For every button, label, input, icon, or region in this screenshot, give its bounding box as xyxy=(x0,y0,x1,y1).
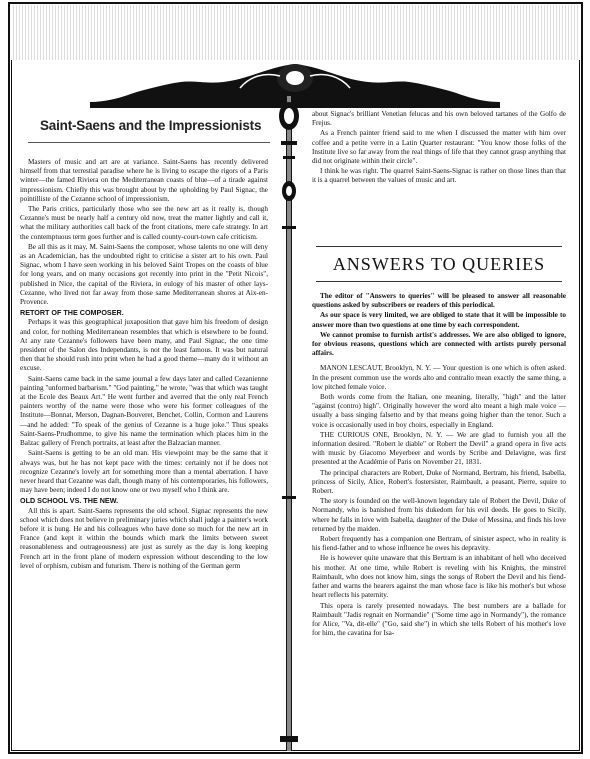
answers-title: ANSWERS TO QUERIES xyxy=(332,254,546,274)
notice-paragraph: As our space is very limited, we are obliged to state that it will be impossible to answer more than two questions at one time by each correspondent. xyxy=(312,311,566,329)
right-column-answers xyxy=(312,292,566,639)
article-title: Saint-Saens and the Impressionists xyxy=(40,118,262,133)
answer-paragraph: The story is founded on the well-known legendary tale of Robert the Devil, Duke of Normandy, who is banished from his dukedom for his evil deeds. He goes to Sicily, where he falls in love with Isabella, daughter of the Duke of Messina, and finds his love returned by the maiden. xyxy=(312,497,566,533)
paragraph: Be all this as it may, M. Saint-Saens the composer, whose talents no one will deny as an Academician, has the undoubted right to criticise a sister art to his own. Paul Signac, whom I have seen working in his beloved Saint Tropes on the coasts of blue for long years, and on many occasions got recently into print in the "Petit Nicois", published in Nice, the capital of the Riviera, in eulogy of his master of other lays-Cezanne, who lived not far away from those same Mediterranean shores at Aix-en-Provence. xyxy=(20,242,268,307)
answer-paragraph: Both words come from the Italian, one meaning, literally, "high" and the latter "against (contro) high". Originally however the word alto meant a high male voice — usually a bass singing falsetto and by that means going higher than the tenor. Such a voice is occasionally used in boy choirs, especially in England. xyxy=(312,393,566,429)
paragraph: The Paris critics, particularly those who see the new art as it really is, though Cezanne's must be nearly half a century old now, treat the matter lightly and call it, what the military authorities call back of the front citations, mere cafe strategy. In art the contemptuous term goes further and is called county-court-town cafe criticism. xyxy=(20,205,268,241)
answer-paragraph: Robert frequently has a companion one Bertram, of sinister aspect, who in reality is his fiend-father and to whose influence he owes his depravity. xyxy=(312,535,566,553)
answer-paragraph: MANON LESCAUT, Brooklyn, N. Y. — Your question is one which is often asked. In the present common use the words alto and contralto mean exactly the same thing, a low pitched female voice. xyxy=(312,364,566,391)
paragraph: about Signac's brilliant Venetian felucas and his own beloved tartanes of the Golfo de Frejus. xyxy=(312,110,566,128)
notice-block xyxy=(312,292,566,358)
right-column-top xyxy=(312,110,566,187)
paragraph: I think he was right. The quarrel Saint-Saens-Signac is rather on those lines than that it is a quarrel between the values of music and art. xyxy=(312,167,566,185)
answer-paragraph: This opera is rarely presented nowadays. The best numbers are a ballade for Raimbault "Jadis regnait en Normandie" ("Some time ago in Normandy"), the romance for Alice, "Va, dit-elle" ("Go, said she") in which she tells Robert of his mother's love for him, the cavatina for Isa- xyxy=(312,601,566,638)
left-column xyxy=(20,158,268,572)
paragraph: Saint-Saens is getting to be an old man. His viewpoint may be the same that it always was, but he has not kept pace with the times: certainly not if he does not recognize Cezanne's lovely art for something more than a mental aberration. I have never heard that Cezanne was daft, though many of his contemporaries, his followers, may have been; indeed I do not know one or two myself who I think are. xyxy=(20,449,268,495)
center-pillar-ornament-icon xyxy=(276,96,302,751)
answer-paragraph: THE CURIOUS ONE, Brooklyn, N. Y. — We are glad to furnish you all the information desired. "Robert le diable" or Robert the Devil" a grand opera in five acts with music by Giacomo Meyerbeer and words by Scribe and Delavigne, was first presented at the Académie of Paris on November 21, 1831. xyxy=(312,430,566,467)
paragraph: As a French painter friend said to me when I discussed the matter with him over coffee and a petite verre in a Latin Quarter restaurant: "You know those folks of the Institute live so far away from the real things of life that they cannot grasp anything that did not originate within their circle". xyxy=(312,129,566,166)
paragraph: All this is apart. Saint-Saens represents the old school. Signac represents the new school which does not believe in preliminary juries which shall judge a painter's work before it is hung. He and his colleagues who have done so much for the new art in France (and kept it within the bounds which mark the limits between sweet reasonableness and outrageousness) are just as surely as the day is long keeping French art in the front plane of modern expression without descending to the low level of orphism, cubism and futurism. There is nothing of the German germ xyxy=(20,506,268,570)
notice-paragraph: We cannot promise to furnish artist's addresses. We are also obliged to ignore, for obvious reasons, questions which are connected with artists purely personal affairs. xyxy=(312,330,566,358)
notice-paragraph: The editor of "Answers to queries" will be pleased to answer all reasonable questions asked by subscribers or readers of this periodical. xyxy=(312,292,566,310)
paragraph: Saint-Saens came back in the same journal a few days later and called Cezanienne painting "unformed barbarism." "God painting," he wrote, "was that which was taught at the Ecole des Beaux Art." He went further and averred that the only real French painters worthy of the name were those who were his former colleagues of the Institute—Bonnat, Merson, Dagnan-Bouveret, Benchet, Collin, Cormon and Laurens—and he added: "To speak of the genius of Cezanne is a huge joke." Thus speaks Saint-Saens-Prudhomme, to give his name the termination which places him in the Balzac gallery of French portraits, at least after the Balzacian manner. xyxy=(20,374,268,448)
paragraph: Masters of music and art are at variance. Saint-Saens has recently delivered himself from that terrestial paradise where he is living to escape the rigors of a Paris winter—the famed Riviera on the Mediterranean coasts of blue—of a tirade against impressionism. Chiefly this was brought about by the upholding by Paul Signac, the pointilliste of the Cezanne school of impressionism. xyxy=(20,158,268,203)
subheading: OLD SCHOOL VS. THE NEW. xyxy=(20,496,119,506)
top-hatched-band xyxy=(11,5,580,60)
answer-paragraph: The principal characters are Robert, Duke of Normand, Bertram, his friend, Isabella, princess of Sicily, Alice, Robert's fostersister, Raimbault, a peasant, Pierre, squire to Robert. xyxy=(312,468,566,496)
answer-paragraph: He is however quite unaware that this Bertram is an inhabitant of hell who deceived his mother. At one time, while Robert is reveling with his Knights, the minstrel Raimbault, who does not know him, sings the songs of Robert the Devil and his fiend-father and warns the hearers against the man whose face is like his mother's but whose heart reflects his paternity. xyxy=(312,554,566,600)
paragraph: Perhaps it was this geographical juxaposition that gave him his freedom of design and color, for nothing Mediterranean resembles that which is elsewhere to be found. At any rate Cezanne's followers have been many, and Paul Signac, the one time president of the Salon des Independants, is not the least famous. It was but natural then that he should rush into print when he had a good theme—many do it without an excuse. xyxy=(20,318,268,373)
subheading: RETORT OF THE COMPOSER. xyxy=(20,308,124,318)
